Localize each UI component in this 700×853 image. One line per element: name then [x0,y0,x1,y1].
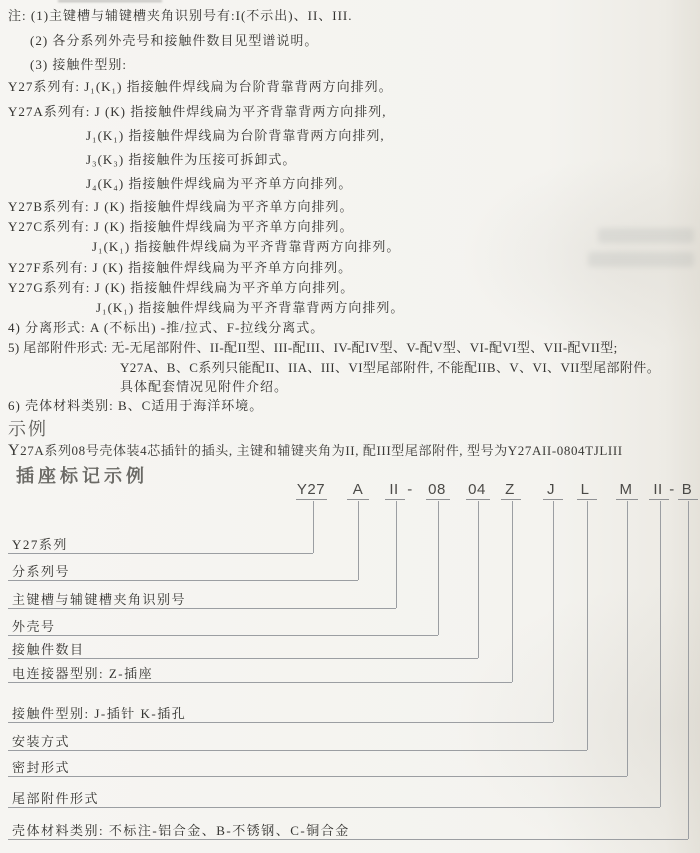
note-line: Y27A、B、C系列只能配II、IIA、III、VI型尾部附件, 不能配IIB、V、VI、VII型尾部附件。 [120,360,661,375]
code-token-underline [543,499,563,500]
note-line: Y27A系列有: J (K) 指接触件焊线扁为平齐背靠背两方向排列, [8,104,387,119]
note-line: 6) 壳体材料类别: B、C适用于海洋环境。 [8,398,264,413]
note-line: 注: (1)主键槽与辅键槽夹角识别号有:I(不示出)、II、III. [8,8,353,23]
leader-line-vertical [478,501,479,658]
code-token-underline [385,499,405,500]
note-line: 4) 分离形式: A (不标出) -推/拉式、F-拉线分离式。 [8,320,325,335]
marking-field-label: 尾部附件形式 [12,791,100,806]
note-line: Y27系列有: J₁(K₁) 指接触件焊线扁为台阶背靠背两方向排列。 [8,79,393,94]
leader-line [8,682,512,683]
note-line: J₁(K₁) 指接触件焊线扁为台阶背靠背两方向排列, [86,128,385,143]
marking-field-label: 接触件数目 [12,642,85,657]
code-token-underline [347,499,369,500]
example-heading: 示例 [8,419,48,439]
note-line: J₄(K₄) 指接触件焊线扁为平齐单方向排列。 [86,176,353,191]
note-line: J₁(K₁) 指接触件焊线扁为平齐背靠背两方向排列。 [92,239,401,254]
marking-heading: 插座标记示例 [16,466,148,486]
note-line: 5) 尾部附件形式: 无-无尾部附件、II-配II型、III-配III、IV-配IV型、V-配V型、VI-配VI型、VII-配VII型; [8,340,618,355]
note-line: J₃(K₃) 指接触件为压接可拆卸式。 [86,152,297,167]
note-line: Y27B系列有: J (K) 指接触件焊线扁为平齐单方向排列。 [8,199,354,214]
leader-line-vertical [512,501,513,682]
page-showthrough [588,252,694,267]
leader-line-vertical [313,501,314,553]
marking-field-label: 外壳号 [12,619,56,634]
leader-line [8,722,553,723]
code-token: II [653,481,663,498]
code-token: 08 [428,481,446,498]
code-token-underline [678,499,698,500]
leader-line-vertical [587,501,588,750]
leader-line [8,608,396,609]
code-token: 04 [468,481,486,498]
leader-line-vertical [396,501,397,608]
note-line: J₁(K₁) 指接触件焊线扁为平齐背靠背两方向排列。 [96,300,405,315]
leader-line-vertical [553,501,554,722]
code-token: M [619,481,633,498]
example-text: Y27A系列08号壳体装4芯插针的插头, 主键和辅键夹角为II, 配III型尾部附件, 型号为Y27AII-0804TJLIII [8,442,623,459]
leader-line [8,658,478,659]
marking-field-label: 主键槽与辅键槽夹角识别号 [12,592,187,607]
note-line: (3) 接触件型别: [30,57,128,72]
code-token-underline [501,499,521,500]
leader-line [8,553,313,554]
note-line: Y27G系列有: J (K) 指接触件焊线扁为平齐单方向排列。 [8,280,355,295]
marking-field-label: 安装方式 [12,734,71,749]
code-token-underline [649,499,669,500]
marking-field-label: 壳体材料类别: 不标注-铝合金、B-不锈钢、C-铜合金 [12,823,350,838]
marking-field-label: 分系列号 [12,564,71,579]
code-token-underline [466,499,490,500]
leader-line-vertical [438,501,439,635]
leader-line [8,839,688,840]
note-line: 具体配套情况见附件介绍。 [120,379,289,394]
leader-line [8,750,587,751]
code-token-underline [577,499,597,500]
marking-field-label: 电连接器型别: Z-插座 [12,666,154,681]
leader-line [8,776,627,777]
code-token: Y27 [296,481,326,498]
code-token-separator: - [407,481,413,498]
code-token: A [352,481,364,498]
page-top-text-sliver [58,0,162,2]
leader-line-vertical [627,501,628,776]
marking-field-label: Y27系列 [12,537,68,552]
code-token-underline [296,499,327,500]
leader-line [8,635,438,636]
code-token: L [580,481,590,498]
code-token-separator: - [669,481,675,498]
code-token: J [547,481,555,498]
code-token: II [389,481,399,498]
leader-line-vertical [688,501,689,839]
code-token: Z [505,481,515,498]
leader-line [8,807,660,808]
code-token-underline [426,499,450,500]
code-token: B [681,481,693,498]
marking-field-label: 接触件型别: J-插针 K-插孔 [12,706,187,721]
note-line: Y27C系列有: J (K) 指接触件焊线扁为平齐单方向排列。 [8,219,354,234]
page-showthrough [598,228,694,243]
marking-field-label: 密封形式 [12,760,71,775]
leader-line-vertical [358,501,359,580]
note-line: Y27F系列有: J (K) 指接触件焊线扁为平齐单方向排列。 [8,260,353,275]
code-token-underline [616,499,638,500]
leader-line [8,580,358,581]
leader-line-vertical [660,501,661,807]
note-line: (2) 各分系列外壳号和接触件数目见型谱说明。 [30,33,319,48]
